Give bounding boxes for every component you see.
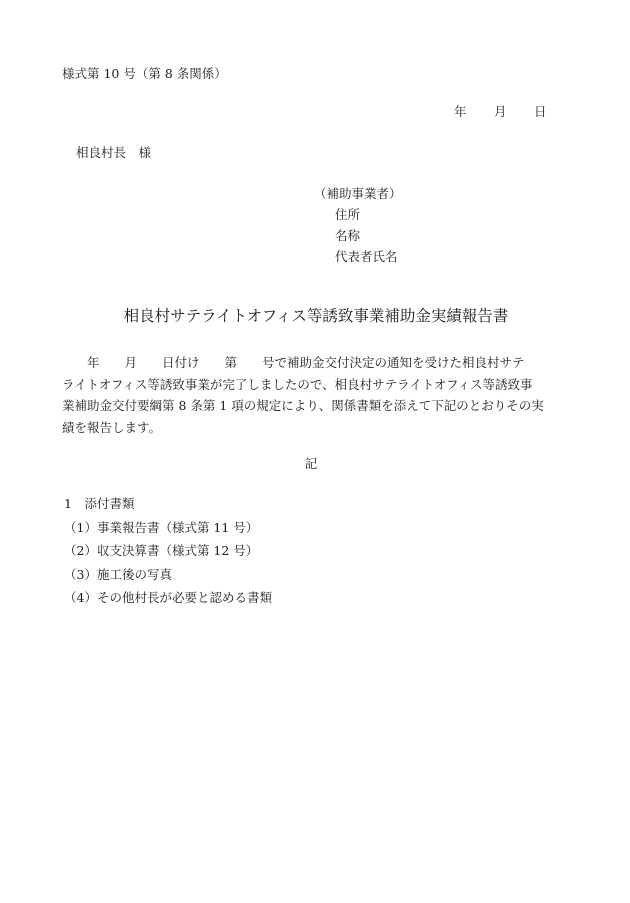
date-line — [454, 104, 547, 119]
attachment-item: （2）収支決算書（様式第 12 号） — [64, 543, 259, 558]
applicant-block — [314, 183, 402, 267]
addressee: 相良村長 様 — [76, 145, 152, 160]
applicant-address-label: 住所 — [335, 207, 361, 222]
body-paragraph — [62, 352, 568, 438]
body-line: ライトオフィス等誘致事業が完了しましたので、相良村サテライトオフィス等誘致事 — [62, 376, 533, 392]
document-title — [0, 307, 630, 326]
form-number: 様式第 10 号（第 8 条関係） — [62, 66, 227, 81]
applicant-representative-label: 代表者氏名 — [335, 249, 398, 264]
attachments-heading: 1 添付書類 — [64, 496, 135, 511]
attachment-item: （4）その他村長が必要と認める書類 — [64, 590, 272, 605]
body-line: 年 月 日付け 第 号で補助金交付決定の通知を受けた相良村サテ — [62, 355, 525, 370]
attachment-item: （3）施工後の写真 — [64, 566, 172, 582]
date-year: 年 — [454, 104, 467, 119]
date-month: 月 — [494, 104, 507, 119]
date-day: 日 — [534, 104, 547, 119]
body-line: 業補助金交付要綱第 8 条第 1 項の規定により、関係書類を添えて下記のとおりその実 — [62, 398, 544, 413]
attachments-list — [64, 492, 272, 610]
body-line: 績を報告します。 — [62, 419, 162, 435]
applicant-name-label: 名称 — [335, 228, 361, 243]
applicant-heading: （補助事業者） — [314, 186, 402, 201]
attachment-item: （1）事業報告書（様式第 11 号） — [64, 519, 259, 535]
document-title-text: 相良村サテライトオフィス等誘致事業補助金実績報告書 — [123, 307, 509, 325]
ki-heading: 記 — [304, 456, 318, 471]
